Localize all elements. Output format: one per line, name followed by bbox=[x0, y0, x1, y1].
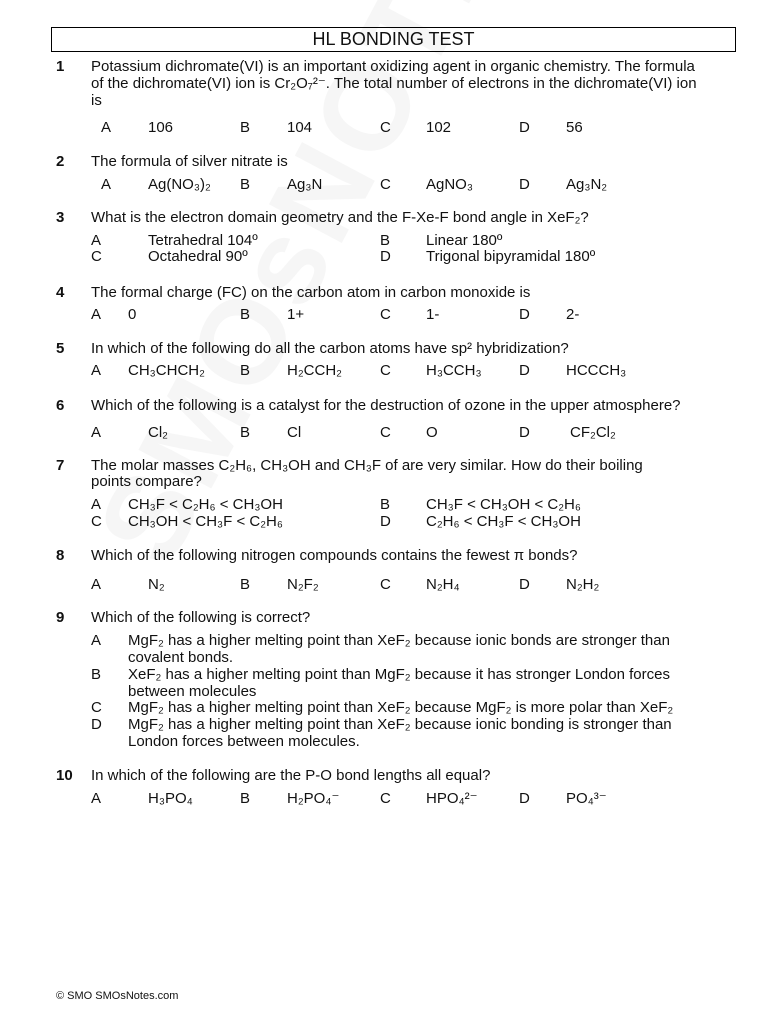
option-letter: C bbox=[91, 699, 102, 716]
option-text: CF₂Cl₂ bbox=[570, 424, 616, 441]
option-letter: B bbox=[91, 666, 102, 683]
option-text-line: MgF₂ has a higher melting point than XeF₂ because ionic bonds are stronger than bbox=[128, 632, 670, 649]
option-letter: D bbox=[519, 790, 530, 807]
question-number: 5 bbox=[56, 340, 65, 357]
option-text-line: between molecules bbox=[128, 683, 257, 700]
question-text: Which of the following is a catalyst for the destruction of ozone in the upper atmosphere? bbox=[91, 397, 681, 414]
option-text: Linear 180º bbox=[426, 232, 503, 249]
question-number: 4 bbox=[56, 284, 65, 301]
option-text: 56 bbox=[566, 119, 583, 136]
option-text: AgNO₃ bbox=[426, 176, 473, 193]
option-letter: A bbox=[91, 424, 102, 441]
option-text: 0 bbox=[128, 306, 137, 323]
question-text: Which of the following nitrogen compounds contains the fewest π bonds? bbox=[91, 547, 578, 564]
option-text: Cl bbox=[287, 424, 302, 441]
option-text: CH₃F < C₂H₆ < CH₃OH bbox=[128, 496, 283, 513]
option-letter: B bbox=[380, 496, 391, 513]
option-text: CH₃F < CH₃OH < C₂H₆ bbox=[426, 496, 581, 513]
question-number: 6 bbox=[56, 397, 65, 414]
option-letter: B bbox=[240, 119, 251, 136]
option-text: Trigonal bipyramidal 180º bbox=[426, 248, 596, 265]
question-number: 7 bbox=[56, 457, 65, 474]
option-text: N₂F₂ bbox=[287, 576, 319, 593]
question-number: 3 bbox=[56, 209, 65, 226]
option-text: 2- bbox=[566, 306, 580, 323]
question-text-line: is bbox=[91, 92, 102, 109]
question-text: The formula of silver nitrate is bbox=[91, 153, 288, 170]
option-text: 1- bbox=[426, 306, 440, 323]
option-letter: C bbox=[91, 513, 102, 530]
option-letter: C bbox=[380, 362, 391, 379]
option-text: 102 bbox=[426, 119, 452, 136]
option-text: N₂ bbox=[148, 576, 165, 593]
option-letter: A bbox=[101, 119, 112, 136]
option-text: HPO₄²⁻ bbox=[426, 790, 478, 807]
option-letter: B bbox=[240, 790, 251, 807]
question-number: 2 bbox=[56, 153, 65, 170]
option-text-line: covalent bonds. bbox=[128, 649, 234, 666]
question-number: 9 bbox=[56, 609, 65, 626]
option-text: HCCCH₃ bbox=[566, 362, 627, 379]
option-text: Ag(NO₃)₂ bbox=[148, 176, 211, 193]
option-text: 1+ bbox=[287, 306, 305, 323]
question-text-line: The molar masses C₂H₆, CH₃OH and CH₃F of are very similar. How do their boiling bbox=[91, 457, 643, 474]
option-text: Tetrahedral 104º bbox=[148, 232, 258, 249]
option-letter: D bbox=[519, 576, 530, 593]
option-letter: D bbox=[91, 716, 102, 733]
option-letter: D bbox=[519, 176, 530, 193]
option-text: Octahedral 90º bbox=[148, 248, 248, 265]
option-letter: B bbox=[240, 362, 251, 379]
option-text: O bbox=[426, 424, 438, 441]
option-letter: B bbox=[380, 232, 391, 249]
question-text: In which of the following are the P-O bond lengths all equal? bbox=[91, 767, 491, 784]
option-text: 104 bbox=[287, 119, 313, 136]
option-letter: A bbox=[91, 232, 102, 249]
question-text-line: points compare? bbox=[91, 473, 202, 490]
option-letter: D bbox=[519, 119, 530, 136]
option-text: N₂H₄ bbox=[426, 576, 460, 593]
question-number: 1 bbox=[56, 58, 65, 75]
option-letter: A bbox=[91, 362, 102, 379]
option-letter: B bbox=[240, 306, 251, 323]
option-text: N₂H₂ bbox=[566, 576, 600, 593]
question-number: 8 bbox=[56, 547, 65, 564]
option-text: Ag₃N bbox=[287, 176, 323, 193]
test-title: HL BONDING TEST bbox=[51, 27, 736, 52]
option-text: Ag₃N₂ bbox=[566, 176, 608, 193]
option-text: H₂PO₄⁻ bbox=[287, 790, 340, 807]
footer-copyright: © SMO SMOsNotes.com bbox=[56, 990, 179, 1002]
question-text: The formal charge (FC) on the carbon atom in carbon monoxide is bbox=[91, 284, 531, 301]
option-letter: D bbox=[380, 248, 391, 265]
option-text: 106 bbox=[148, 119, 174, 136]
question-text: What is the electron domain geometry and the F-Xe-F bond angle in XeF₂? bbox=[91, 209, 589, 226]
option-letter: A bbox=[91, 496, 102, 513]
option-letter: D bbox=[519, 306, 530, 323]
question-text: Which of the following is correct? bbox=[91, 609, 311, 626]
option-text: CH₃CHCH₂ bbox=[128, 362, 205, 379]
option-letter: A bbox=[91, 306, 102, 323]
option-letter: C bbox=[380, 176, 391, 193]
option-text: CH₃OH < CH₃F < C₂H₆ bbox=[128, 513, 283, 530]
option-letter: A bbox=[91, 790, 102, 807]
question-text-line: Potassium dichromate(VI) is an important oxidizing agent in organic chemistry. The formula bbox=[91, 58, 695, 75]
option-text: H₂CCH₂ bbox=[287, 362, 342, 379]
option-letter: C bbox=[380, 576, 391, 593]
option-letter: C bbox=[380, 119, 391, 136]
option-text: C₂H₆ < CH₃F < CH₃OH bbox=[426, 513, 581, 530]
option-text: H₃PO₄ bbox=[148, 790, 193, 807]
option-letter: A bbox=[91, 576, 102, 593]
option-text-line: XeF₂ has a higher melting point than MgF₂ because it has stronger London forces bbox=[128, 666, 670, 683]
option-letter: C bbox=[380, 790, 391, 807]
option-letter: B bbox=[240, 576, 251, 593]
option-text-line: MgF₂ has a higher melting point than XeF₂ because MgF₂ is more polar than XeF₂ bbox=[128, 699, 674, 716]
question-text-line: of the dichromate(VI) ion is Cr₂O₇²⁻. The total number of electrons in the dichromate(VI) ion bbox=[91, 75, 697, 92]
option-letter: C bbox=[380, 306, 391, 323]
option-letter: D bbox=[519, 424, 530, 441]
option-text-line: London forces between molecules. bbox=[128, 733, 360, 750]
option-text: H₃CCH₃ bbox=[426, 362, 482, 379]
option-letter: A bbox=[101, 176, 112, 193]
option-letter: C bbox=[380, 424, 391, 441]
option-letter: D bbox=[380, 513, 391, 530]
question-text: In which of the following do all the carbon atoms have sp² hybridization? bbox=[91, 340, 569, 357]
option-text: Cl₂ bbox=[148, 424, 168, 441]
option-letter: B bbox=[240, 176, 251, 193]
option-letter: D bbox=[519, 362, 530, 379]
option-text-line: MgF₂ has a higher melting point than XeF₂ because ionic bonding is stronger than bbox=[128, 716, 672, 733]
option-letter: C bbox=[91, 248, 102, 265]
option-text: PO₄³⁻ bbox=[566, 790, 607, 807]
option-letter: A bbox=[91, 632, 102, 649]
question-number: 10 bbox=[56, 767, 73, 784]
option-letter: B bbox=[240, 424, 251, 441]
